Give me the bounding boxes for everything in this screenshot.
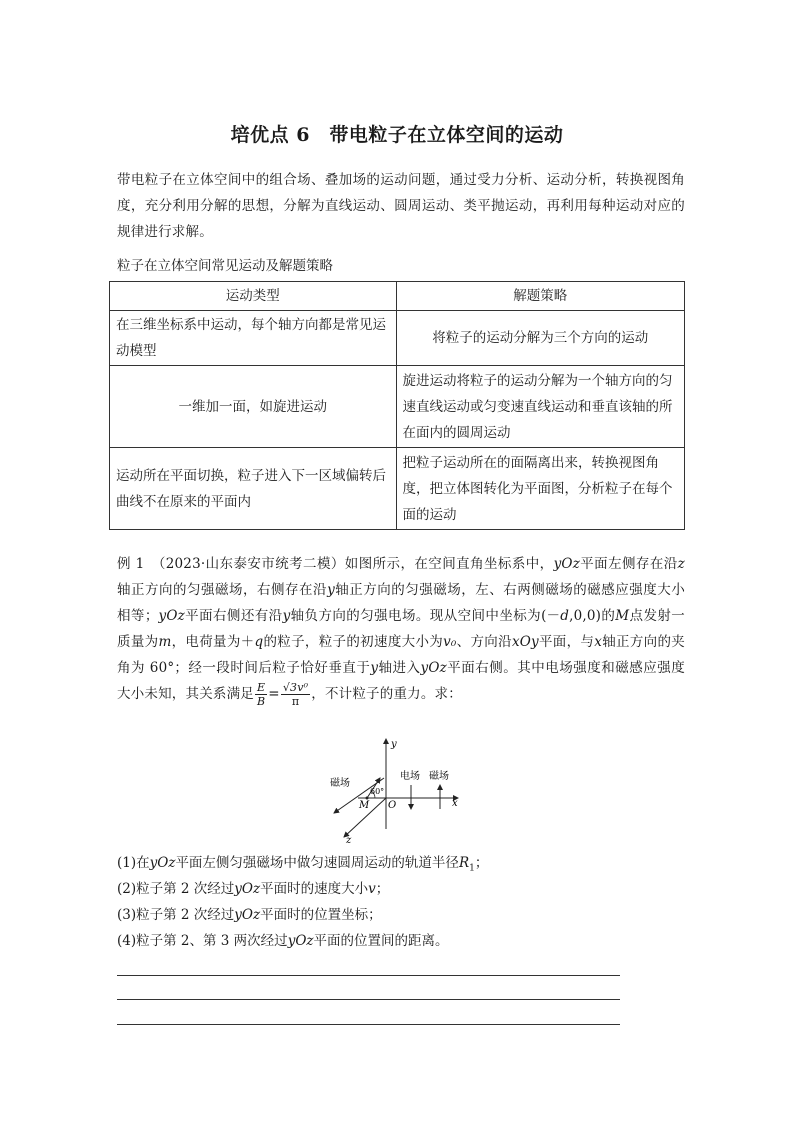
math-var: M — [615, 608, 630, 624]
fraction-numerator: √3v⁰ — [282, 681, 309, 694]
table-cell: 一维加一面，如旋进运动 — [110, 366, 397, 448]
table-header-row — [110, 282, 685, 311]
example-text: 、方向沿 — [456, 634, 512, 650]
table-row — [110, 366, 685, 448]
math-var: d — [560, 608, 570, 624]
strategy-table — [109, 281, 685, 530]
point-m-label: M — [359, 800, 370, 811]
question-text: (3)粒子第 2 次经过 — [117, 907, 235, 923]
question-text: (2)粒子第 2 次经过 — [117, 881, 235, 897]
table-cell: 旋进运动将粒子的运动分解为一个轴方向的匀速直线运动或匀变速直线运动和垂直该轴的所在面内的圆周运动 — [396, 366, 685, 448]
table-cell: 把粒子运动所在的面隔离出来，转换视图角度，把立体图转化为平面图，分析粒子在每个面的运动 — [396, 448, 685, 530]
math-var: R — [458, 855, 470, 871]
math-var: xOy — [511, 634, 539, 650]
math-var: v₀ — [443, 634, 457, 650]
math-var: m — [158, 634, 172, 650]
fraction-denominator: B — [257, 695, 266, 708]
math-var: v — [368, 881, 376, 897]
efield-label: 电场 — [400, 771, 420, 782]
example-text: 轴负方向的匀强电场。现从空间中坐标为(－ — [290, 608, 561, 624]
coordinate-diagram — [320, 733, 470, 845]
table-row — [110, 448, 685, 530]
example-text: 平面右侧还有沿 — [184, 608, 283, 624]
question-text: 平面左侧匀强磁场中做匀速圆周运动的轨道半径 — [175, 855, 459, 871]
table-cell: 将粒子的运动分解为三个方向的运动 — [396, 311, 685, 366]
question-text: 平面的位置间的距离。 — [313, 933, 449, 949]
answer-line[interactable] — [117, 999, 620, 1000]
example-text: 轴正方向的夹角为 60°；经一段时间后粒子恰好垂直于 — [117, 634, 685, 676]
table-header-cell: 解题策略 — [396, 282, 685, 311]
example-text: 轴正方向的匀强磁场，左、右两侧磁场的磁感应强度大小相等； — [117, 582, 686, 624]
math-subscript: 1 — [469, 863, 475, 874]
math-var: yOz — [158, 608, 185, 624]
example-paragraph — [117, 551, 685, 708]
math-var: y — [282, 608, 291, 624]
question-text: 平面时的速度大小 — [260, 881, 369, 897]
math-var: yOz — [234, 907, 261, 923]
math-var: y — [327, 582, 335, 598]
math-var: yOz — [420, 660, 447, 676]
equals-sign: = — [268, 686, 280, 702]
example-text: 轴正方向的匀强磁场，右侧存在沿 — [117, 582, 328, 598]
question-text: 平面时的位置坐标； — [260, 907, 382, 923]
question-2 — [117, 876, 389, 902]
example-text: 如图所示，在空间直角坐标系中， — [344, 556, 554, 572]
origin-label: O — [388, 800, 397, 811]
fraction-sqrt3v-over-pi — [281, 681, 310, 708]
example-text: ，不计粒子的重力。求： — [311, 686, 462, 702]
math-var: x — [594, 634, 603, 650]
example-text: ，电荷量为＋ — [171, 634, 255, 650]
table-cell: 在三维坐标系中运动，每个轴方向都是常见运动模型 — [110, 311, 397, 366]
axis-x-label: x — [452, 798, 458, 809]
question-3 — [117, 902, 382, 928]
example-text: 平面右侧。其中电场强度和磁感应强度大小未知，其关系满足 — [117, 660, 685, 702]
math-var: yOz — [234, 881, 261, 897]
example-text: ,0,0)的 — [569, 608, 616, 624]
page-title: 培优点 6 带电粒子在立体空间的运动 — [230, 124, 564, 146]
table-row — [110, 311, 685, 366]
fraction-e-over-b — [255, 681, 267, 708]
question-4 — [117, 928, 449, 954]
axis-z-label: z — [346, 835, 352, 845]
example-label: 例 1 — [117, 556, 145, 572]
table-cell: 运动所在平面切换，粒子进入下一区域偏转后曲线不在原来的平面内 — [110, 448, 397, 530]
table-caption: 粒子在立体空间常见运动及解题策略 — [117, 258, 333, 274]
math-var: yOz — [149, 855, 176, 871]
right-field-label: 磁场 — [429, 771, 449, 782]
example-text: 点发射一质量为 — [117, 608, 685, 650]
math-var: yOz — [553, 556, 581, 572]
question-text: ； — [474, 855, 489, 871]
question-text: ； — [375, 881, 390, 897]
example-text: 的粒子，粒子的初速度大小为 — [263, 634, 444, 650]
example-text: 平面，与 — [538, 634, 595, 650]
example-source: （2023·山东泰安市统考二模） — [158, 556, 345, 572]
math-var: z — [677, 556, 685, 572]
left-field-label: 磁场 — [330, 778, 350, 789]
question-text: (1)在 — [117, 855, 150, 871]
math-var: yOz — [287, 933, 314, 949]
answer-line[interactable] — [117, 1024, 620, 1025]
question-text: (4)粒子第 2、第 3 两次经过 — [117, 933, 288, 949]
fraction-denominator: π — [291, 695, 300, 708]
math-var: q — [254, 634, 264, 650]
example-text: 平面左侧存在沿 — [580, 556, 678, 572]
answer-line[interactable] — [117, 975, 620, 976]
fraction-numerator: E — [255, 681, 267, 695]
angle-label: 60° — [370, 787, 385, 796]
axis-y-label: y — [391, 739, 397, 750]
math-var: y — [370, 660, 379, 676]
table-header-cell: 运动类型 — [110, 282, 397, 311]
intro-paragraph: 带电粒子在立体空间中的组合场、叠加场的运动问题，通过受力分析、运动分析，转换视图角度，充分利用分解的思想，分解为直线运动、圆周运动、类平抛运动，再利用每种运动对应的规律进行求解。 — [117, 172, 685, 240]
example-text: 轴进入 — [378, 660, 421, 676]
